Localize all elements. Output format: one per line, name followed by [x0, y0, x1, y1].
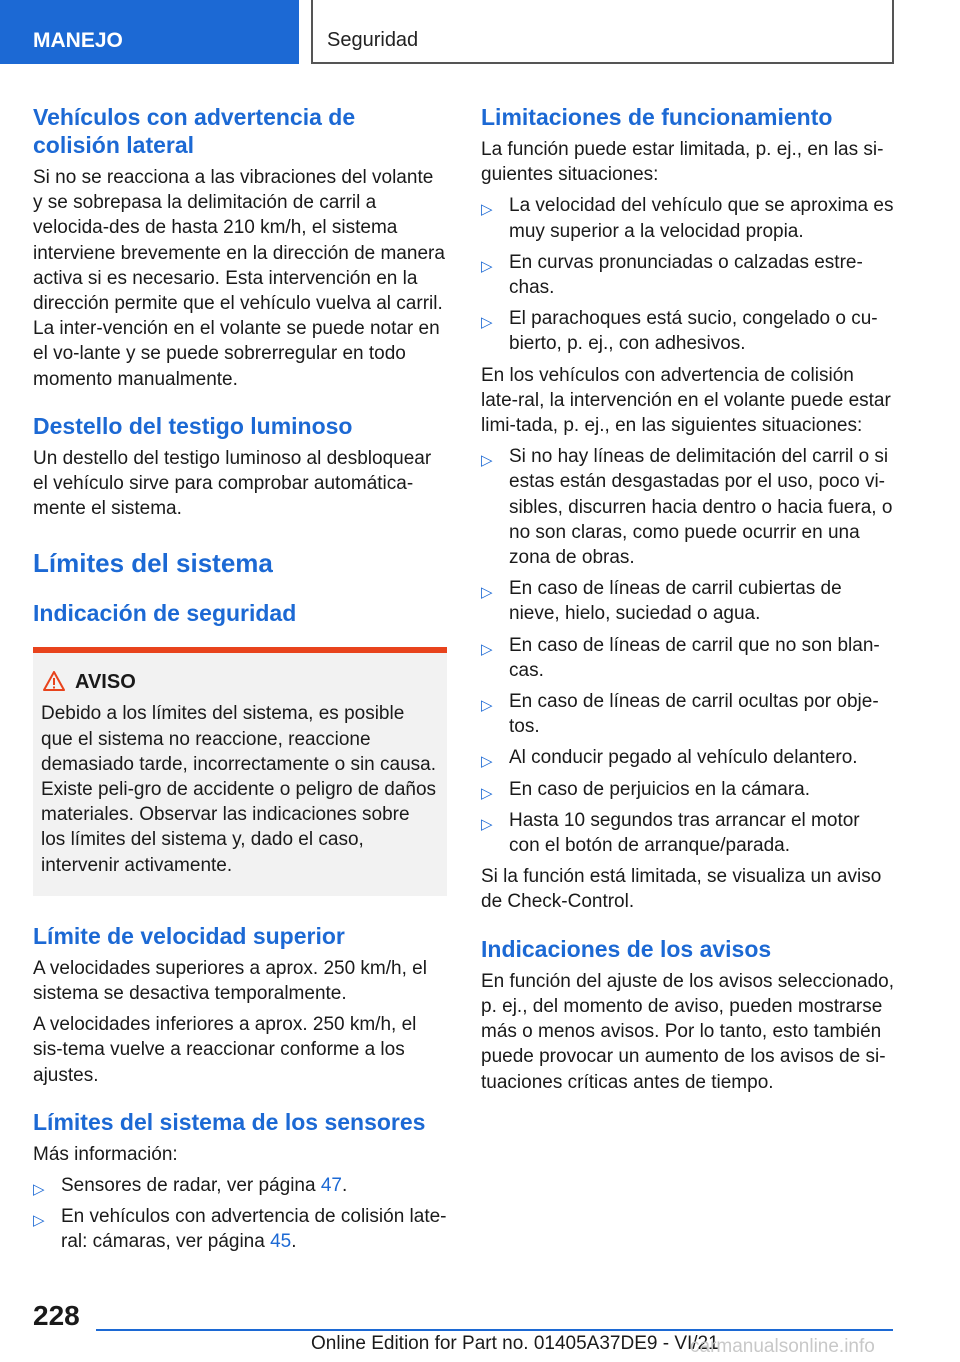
heading-destello: Destello del testigo luminoso: [33, 412, 353, 439]
bullet-triangle-icon: ▷: [481, 640, 493, 658]
bullet-triangle-icon: ▷: [481, 815, 493, 833]
bullet-triangle-icon: ▷: [481, 314, 493, 332]
right-column: [481, 103, 895, 1095]
bullet-triangle-icon: ▷: [33, 1212, 45, 1230]
list-item: ▷ Sensores de radar, ver página 47.: [33, 1173, 447, 1198]
bullet-triangle-icon: ▷: [481, 697, 493, 715]
paragraph-check-control: Si la función está limitada, se visualiza un aviso de Check-Control.: [481, 866, 882, 913]
heading-sensores: Límites del sistema de los sensores: [33, 1108, 426, 1135]
topic-title: Seguridad: [327, 29, 419, 51]
bullet-triangle-icon: ▷: [481, 784, 493, 802]
sensor-refs-list: [33, 1173, 447, 1255]
section-tab: [0, 0, 299, 64]
warning-title: AVISO: [75, 671, 136, 694]
list-item: ▷ En caso de perjuicios en la cámara.: [481, 777, 895, 802]
bullet-triangle-icon: ▷: [33, 1181, 45, 1199]
list-item: ▷ Al conducir pegado al vehículo delantero.: [481, 745, 895, 770]
page-link-45[interactable]: 45: [270, 1231, 292, 1253]
watermark: carmanualsonline.info: [690, 1336, 875, 1357]
list-item: ▷ En caso de líneas de carril que no son blan-cas.: [481, 634, 880, 681]
heading-limites: Límites del sistema: [33, 548, 273, 579]
page-number: 228: [33, 1300, 80, 1331]
list-item: ▷ En caso de líneas de carril ocultas por obje-tos.: [481, 691, 879, 738]
warning-text: Debido a los límites del sistema, es posible que el sistema no reaccione, reaccione demasiado tarde, incorrectamente o sin causa. Existe peli-gro de accidente o peligro de daños materiales. Observar las indicaciones sobre los límites del sistema y, dado el caso, intervenir activamente.: [41, 703, 437, 876]
page-link-47[interactable]: 47: [320, 1175, 342, 1197]
paragraph-info: Más información:: [33, 1143, 178, 1165]
paragraph-destello: Un destello del testigo luminoso al desbloquear el vehículo sirve para comprobar automática-mente el sistema.: [33, 447, 432, 520]
list-item: ▷ El parachoques está sucio, congelado o cu-bierto, p. ej., con adhesivos.: [481, 308, 878, 355]
paragraph-vel1: A velocidades superiores a aprox. 250 km/h, el sistema se desactiva temporalmente.: [33, 957, 427, 1005]
bullet-triangle-icon: ▷: [481, 753, 493, 771]
warning-title-row: [41, 669, 439, 695]
list-item: ▷ Hasta 10 segundos tras arrancar el motor con el botón de arranque/parada.: [481, 809, 860, 857]
warning-triangle-icon: [43, 671, 65, 691]
paragraph-lateral-limits: En los vehículos con advertencia de colisión late-ral, la intervención en el volante puede estar limi-tada, p. ej., en las siguientes situaciones:: [481, 364, 891, 437]
list-item: ▷ Si no hay líneas de delimitación del carril o si estas están desgastadas por el uso, poco vi-sibles, discurren hacia dentro o hacia fuera, o no son claras, como puede ocurrir en una zona de obras.: [481, 446, 893, 569]
topic-tab: [311, 0, 894, 64]
bullet-triangle-icon: ▷: [481, 201, 493, 219]
list-item: ▷ La velocidad del vehículo que se aproxima es muy superior a la velocidad propia.: [481, 195, 894, 242]
lateral-limits-list: [481, 444, 895, 858]
list-item: ▷ En curvas pronunciadas o calzadas estre-chas.: [481, 251, 863, 299]
list-item: ▷ En vehículos con advertencia de colisión late-ral: cámaras, ver página 45.: [33, 1206, 447, 1253]
paragraph-intro: La función puede estar limitada, p. ej., en las si-guientes situaciones:: [481, 139, 884, 186]
list-item: ▷ En caso de líneas de carril cubiertas de nieve, hielo, suciedad o agua.: [481, 578, 842, 625]
limitations-list: [481, 193, 895, 356]
heading-avisos: Indicaciones de los avisos: [481, 935, 772, 962]
bullet-triangle-icon: ▷: [481, 584, 493, 602]
left-column: [33, 103, 447, 1255]
paragraph-avisos: En función del ajuste de los avisos seleccionado, p. ej., del momento de aviso, pueden mostrarse más o menos avisos. Por lo tanto, esto también puede provocar un aumento de los avisos de si-tuaciones críticas antes de tiempo.: [481, 970, 894, 1093]
section-title: MANEJO: [33, 29, 123, 52]
heading-limitaciones: Limitaciones de funcionamiento: [481, 104, 833, 130]
bullet-triangle-icon: ▷: [481, 452, 493, 470]
warning-box: [33, 647, 447, 895]
paragraph-vel2: A velocidades inferiores a aprox. 250 km/h, el sis-tema vuelve a reaccionar conforme a los ajustes.: [33, 1014, 417, 1086]
footer-divider: [96, 1329, 893, 1331]
paragraph-lateral: Si no se reacciona a las vibraciones del volante y se sobrepasa la delimitación de carril a velocida-des de hasta 210 km/h, el sistema interviene brevemente en la dirección de manera activa si es necesario. Esta intervención en la dirección permite que el vehículo vuelva al carril. La inter-vención en el volante se puede notar en el vo-lante y se puede sobrerregular en todo momento manualmente.: [33, 167, 445, 390]
heading-indicacion: Indicación de seguridad: [33, 600, 297, 627]
heading-velocidad: Límite de velocidad superior: [33, 922, 345, 949]
heading-lateral: Vehículos con advertencia de colisión lateral: [33, 104, 356, 158]
bullet-triangle-icon: ▷: [481, 257, 493, 275]
edition-text: Online Edition for Part no. 01405A37DE9 - VI/21: [311, 1333, 719, 1354]
